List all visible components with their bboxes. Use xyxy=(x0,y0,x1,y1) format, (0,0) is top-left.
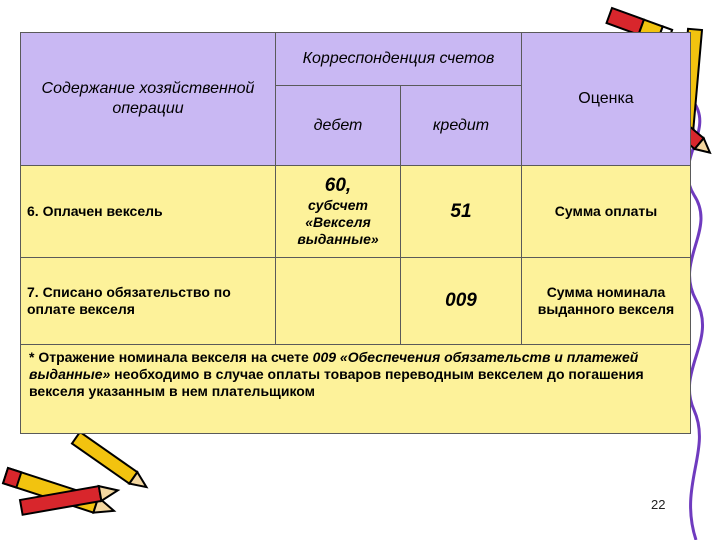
valuation-header: Оценка xyxy=(522,33,691,166)
operation-cell: 6. Оплачен вексель xyxy=(21,166,276,258)
credit-header: кредит xyxy=(401,86,522,166)
content-header: Содержание хозяйственной операции xyxy=(21,33,276,166)
valuation-cell: Сумма номинала выданного векселя xyxy=(522,258,691,345)
table-row xyxy=(21,166,691,258)
debit-subaccount: субсчет «Векселя выданные» xyxy=(297,197,379,247)
footnote-part-3: необходимо в случае оплаты товаров переводным векселем до погашения векселя указанным в нем плательщиком xyxy=(29,366,644,399)
credit-cell: 009 xyxy=(401,258,522,345)
table-row xyxy=(21,258,691,345)
operation-cell: 7. Списано обязательство по оплате векселя xyxy=(21,258,276,345)
note-row xyxy=(21,345,691,434)
credit-cell: 51 xyxy=(401,166,522,258)
footnote-part-1: * Отражение номинала векселя на счете xyxy=(29,349,313,365)
footnote xyxy=(21,345,691,434)
correspondence-header: Корреспонденция счетов xyxy=(276,33,522,86)
debit-header: дебет xyxy=(276,86,401,166)
operations-table xyxy=(20,32,691,434)
page-number: 22 xyxy=(651,497,666,512)
pencil-cluster-bottom-left-icon xyxy=(0,430,150,540)
valuation-cell: Сумма оплаты xyxy=(522,166,691,258)
footnote-account-reference: 009 «Обеспечения обязательств и платежей выданные» xyxy=(29,349,639,382)
debit-account: 60, xyxy=(324,175,352,196)
debit-cell xyxy=(276,258,401,345)
debit-cell xyxy=(276,166,401,258)
